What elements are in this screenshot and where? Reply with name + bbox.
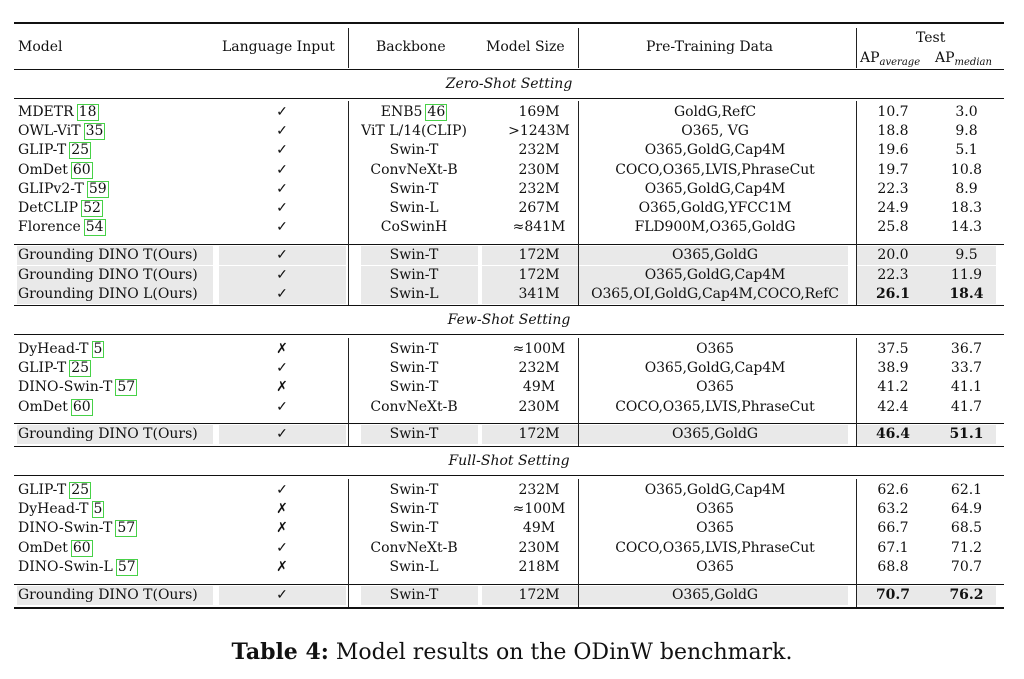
model-size: ≈841M — [512, 219, 566, 236]
model-size: 341M — [518, 286, 560, 302]
citation-ref[interactable]: 60 — [72, 539, 91, 556]
ap-median: 14.3 — [950, 219, 983, 236]
model-name — [18, 180, 109, 199]
backbone — [349, 359, 479, 378]
ap-median: 8.9 — [955, 180, 978, 197]
ap-median: 71.2 — [950, 539, 983, 556]
table-caption — [0, 637, 1024, 668]
ap-median: 76.2 — [949, 587, 984, 603]
header-test: Test — [916, 30, 946, 46]
column-divider — [348, 479, 349, 607]
column-divider — [578, 28, 579, 68]
pretraining-data: COCO,O365,LVIS,PhraseCut — [615, 539, 815, 556]
pretraining-data: FLD900M,O365,GoldG — [634, 219, 796, 236]
ap-average: 70.7 — [875, 587, 911, 603]
model-name — [18, 500, 104, 519]
ap-median: 51.1 — [949, 426, 984, 442]
pretraining-data: O365,GoldG — [672, 587, 758, 603]
model-size: >1243M — [508, 123, 570, 140]
cross-icon: ✗ — [276, 558, 288, 575]
citation-ref[interactable]: 46 — [427, 104, 446, 120]
backbone-text: Swin-T — [389, 180, 439, 197]
backbone — [349, 246, 479, 265]
ap-average: 26.1 — [875, 286, 911, 302]
check-icon: ✓ — [276, 360, 288, 377]
pretraining-data: O365,GoldG,Cap4M — [644, 180, 786, 197]
model-name — [18, 378, 137, 397]
citation-ref[interactable]: 57 — [117, 558, 136, 575]
backbone-text: Swin-T — [389, 379, 439, 396]
ap-average: 20.0 — [877, 247, 909, 263]
backbone-text: Swin-T — [389, 482, 439, 498]
model-name — [18, 519, 137, 538]
header-model-size: Model Size — [486, 39, 565, 55]
model-name-text: DINO-Swin-T — [18, 520, 113, 537]
backbone-text: ENB5 — [380, 104, 423, 120]
section-title: Full-Shot Setting — [448, 453, 570, 469]
model-size: 172M — [518, 587, 560, 603]
pretraining-data: O365,GoldG,Cap4M — [644, 482, 786, 498]
cross-icon: ✗ — [276, 379, 288, 396]
ap-median: 10.8 — [950, 161, 983, 178]
model-name-text: DINO-Swin-L — [18, 558, 113, 575]
backbone — [349, 558, 479, 577]
model-name — [18, 398, 93, 417]
section-rule — [14, 475, 1004, 476]
model-name — [18, 425, 198, 444]
ap-median: 68.5 — [950, 520, 983, 537]
backbone-text: Swin-T — [389, 501, 439, 518]
backbone — [349, 218, 479, 237]
backbone — [349, 539, 479, 558]
model-size: 232M — [518, 180, 560, 197]
ap-median: 18.3 — [950, 200, 983, 216]
citation-ref[interactable]: 59 — [88, 180, 107, 197]
model-size: 267M — [518, 200, 560, 216]
check-icon: ✓ — [276, 286, 288, 302]
citation-ref[interactable]: 57 — [117, 520, 136, 537]
model-size: 169M — [518, 104, 560, 120]
citation-ref[interactable]: 57 — [117, 379, 136, 396]
backbone-text: Swin-T — [389, 247, 439, 263]
ap-average: 46.4 — [875, 426, 911, 442]
model-name — [18, 340, 104, 359]
pretraining-data: O365,GoldG — [672, 247, 758, 263]
model-name-text: GLIP-T — [18, 142, 67, 159]
model-size: 172M — [518, 266, 560, 283]
bottom-rule — [14, 607, 1004, 609]
cross-icon: ✗ — [276, 501, 288, 518]
column-divider — [348, 28, 349, 68]
pretraining-data: O365,GoldG,Cap4M — [644, 266, 786, 283]
ap-median: 36.7 — [950, 341, 983, 357]
ap-average: 25.8 — [877, 219, 909, 236]
section-rule — [14, 305, 1004, 306]
backbone — [349, 141, 479, 160]
citation-ref[interactable]: 52 — [83, 200, 101, 216]
top-rule — [14, 22, 1004, 24]
model-name — [18, 246, 198, 265]
model-name-text: GLIP-T — [18, 360, 67, 377]
column-divider — [856, 101, 857, 306]
model-name — [18, 586, 198, 605]
model-name-text: DetCLIP — [18, 200, 79, 216]
citation-ref[interactable]: 25 — [71, 360, 90, 377]
check-icon: ✓ — [276, 426, 288, 442]
backbone — [349, 180, 479, 199]
ap-median: 3.0 — [955, 104, 978, 120]
ap-average: 19.6 — [877, 142, 909, 159]
ap-median: 5.1 — [955, 142, 978, 159]
check-icon: ✓ — [276, 266, 288, 283]
ap-average: 24.9 — [877, 200, 909, 216]
backbone-text: ConvNeXt-B — [370, 398, 458, 415]
cross-icon: ✗ — [276, 341, 288, 357]
pretraining-data: O365 — [696, 558, 734, 575]
backbone-text: Swin-L — [389, 200, 439, 216]
column-divider — [856, 338, 857, 446]
backbone-text: ViT L/14(CLIP) — [361, 123, 467, 140]
ap-average: 41.2 — [877, 379, 909, 396]
model-name-text: Florence — [18, 219, 81, 236]
citation-ref[interactable]: 25 — [71, 482, 90, 498]
model-name-text: DyHead-T — [18, 501, 89, 518]
check-icon: ✓ — [276, 142, 288, 159]
model-size: 232M — [518, 142, 560, 159]
backbone — [349, 425, 479, 444]
header-backbone: Backbone — [376, 39, 446, 55]
check-icon: ✓ — [276, 180, 288, 197]
ap-median: 18.4 — [949, 286, 984, 302]
ap-median: 41.1 — [950, 379, 983, 396]
column-divider — [578, 479, 579, 607]
ap-average: 10.7 — [877, 104, 909, 120]
ap-median: 64.9 — [950, 501, 983, 518]
check-icon: ✓ — [276, 398, 288, 415]
backbone-text: ConvNeXt-B — [370, 161, 458, 178]
pretraining-data: O365 — [696, 341, 734, 357]
ap-average: 68.8 — [877, 558, 909, 575]
model-name — [18, 359, 91, 378]
model-size: 49M — [522, 379, 556, 396]
model-name — [18, 122, 105, 141]
section-rule — [14, 334, 1004, 335]
header-pretraining-data: Pre-Training Data — [646, 39, 773, 55]
model-size: 218M — [518, 558, 560, 575]
column-divider — [578, 338, 579, 446]
section-rule — [14, 69, 1004, 70]
header-language-input: Language Input — [222, 39, 335, 55]
section-title: Few-Shot Setting — [447, 312, 571, 328]
model-name-text: OmDet — [18, 161, 68, 178]
check-icon: ✓ — [276, 219, 288, 236]
ap-average: 67.1 — [877, 539, 909, 556]
column-divider — [578, 101, 579, 306]
citation-ref[interactable]: 25 — [71, 142, 90, 159]
backbone — [349, 161, 479, 180]
model-name-text: OmDet — [18, 539, 68, 556]
backbone-text: Swin-L — [389, 558, 439, 575]
section-title: Zero-Shot Setting — [445, 76, 573, 92]
model-name-text: Grounding DINO L(Ours) — [18, 286, 198, 302]
ap-average: 63.2 — [877, 501, 909, 518]
model-size: 230M — [518, 161, 560, 178]
model-name — [18, 103, 99, 122]
model-name-text: Grounding DINO T(Ours) — [18, 587, 198, 603]
caption-text: Model results on the ODinW benchmark. — [328, 640, 793, 665]
pretraining-data: GoldG,RefC — [674, 104, 756, 120]
backbone — [349, 398, 479, 417]
backbone — [349, 378, 479, 397]
pretraining-data: O365, VG — [681, 123, 749, 140]
citation-ref[interactable]: 5 — [93, 501, 103, 518]
header-ap-median: $AP_{median}$ — [935, 50, 992, 68]
pretraining-data: COCO,O365,LVIS,PhraseCut — [615, 398, 815, 415]
header-ap-average: $AP_{average}$ — [860, 50, 921, 68]
check-icon: ✓ — [276, 200, 288, 216]
model-name — [18, 199, 103, 218]
backbone — [349, 285, 479, 304]
column-divider — [856, 28, 857, 68]
model-name — [18, 285, 198, 304]
section-rule — [14, 446, 1004, 447]
backbone — [349, 519, 479, 538]
check-icon: ✓ — [276, 123, 288, 140]
model-name-text: GLIPv2-T — [18, 180, 84, 197]
ap-median: 9.8 — [955, 123, 978, 140]
pretraining-data: COCO,O365,LVIS,PhraseCut — [615, 161, 815, 178]
model-name — [18, 481, 91, 500]
ap-average: 66.7 — [877, 520, 909, 537]
ap-average: 38.9 — [877, 360, 909, 377]
pretraining-data: O365,GoldG,YFCC1M — [638, 200, 792, 216]
model-size: 232M — [518, 360, 560, 377]
pretraining-data: O365 — [696, 501, 734, 518]
pretraining-data: O365,GoldG — [672, 426, 758, 442]
backbone — [349, 586, 479, 605]
model-size: 230M — [518, 539, 560, 556]
ap-average: 18.8 — [877, 123, 909, 140]
ap-median: 41.7 — [950, 398, 983, 415]
model-name — [18, 218, 106, 237]
backbone-text: Swin-L — [389, 286, 439, 302]
model-size: 232M — [518, 482, 560, 498]
backbone — [349, 122, 479, 141]
check-icon: ✓ — [276, 247, 288, 263]
model-name — [18, 141, 91, 160]
backbone — [349, 266, 479, 285]
column-divider — [348, 101, 349, 306]
header-model: Model — [18, 39, 63, 55]
ap-median: 33.7 — [950, 360, 983, 377]
model-name-text: Grounding DINO T(Ours) — [18, 266, 198, 283]
backbone — [349, 500, 479, 519]
model-name — [18, 266, 198, 285]
pretraining-data: O365,GoldG,Cap4M — [644, 360, 786, 377]
backbone — [349, 103, 479, 122]
model-name — [18, 558, 138, 577]
model-name-text: DINO-Swin-T — [18, 379, 113, 396]
model-name-text: OWL-ViT — [18, 123, 81, 140]
ap-average: 42.4 — [877, 398, 909, 415]
model-size: 172M — [518, 426, 560, 442]
model-name-text: MDETR — [18, 104, 74, 120]
pretraining-data: O365,GoldG,Cap4M — [644, 142, 786, 159]
ap-average: 22.3 — [877, 180, 909, 197]
backbone-text: Swin-T — [389, 360, 439, 377]
ap-median: 9.5 — [955, 247, 978, 263]
model-name-text: Grounding DINO T(Ours) — [18, 247, 198, 263]
model-size: 49M — [522, 520, 556, 537]
backbone — [349, 340, 479, 359]
backbone — [349, 481, 479, 500]
ap-average: 22.3 — [877, 266, 909, 283]
backbone-text: Swin-T — [389, 426, 439, 442]
pretraining-data: O365,OI,GoldG,Cap4M,COCO,RefC — [591, 286, 839, 302]
backbone-text: Swin-T — [389, 520, 439, 537]
section-rule — [14, 98, 1004, 99]
pretraining-data: O365 — [696, 520, 734, 537]
pretraining-data: O365 — [696, 379, 734, 396]
model-size: ≈100M — [512, 341, 566, 357]
model-name-text: Grounding DINO T(Ours) — [18, 426, 198, 442]
cross-icon: ✗ — [276, 520, 288, 537]
citation-ref[interactable]: 5 — [93, 341, 103, 357]
model-size: ≈100M — [512, 501, 566, 518]
ap-median: 62.1 — [950, 482, 983, 498]
check-icon: ✓ — [276, 161, 288, 178]
citation-ref[interactable]: 35 — [85, 123, 104, 140]
ap-median: 70.7 — [950, 558, 983, 575]
backbone-text: Swin-T — [389, 587, 439, 603]
backbone-text: Swin-T — [389, 266, 439, 283]
model-name — [18, 161, 93, 180]
model-name-text: OmDet — [18, 398, 68, 415]
check-icon: ✓ — [276, 539, 288, 556]
backbone-text: Swin-T — [389, 142, 439, 159]
check-icon: ✓ — [276, 482, 288, 498]
model-name-text: DyHead-T — [18, 341, 89, 357]
model-name — [18, 539, 93, 558]
citation-ref[interactable]: 54 — [85, 219, 104, 236]
citation-ref[interactable]: 18 — [78, 104, 97, 120]
column-divider — [348, 338, 349, 446]
check-icon: ✓ — [276, 104, 288, 120]
ap-median: 11.9 — [950, 266, 983, 283]
column-divider — [856, 479, 857, 607]
model-size: 230M — [518, 398, 560, 415]
model-name-text: GLIP-T — [18, 482, 67, 498]
backbone-text: Swin-T — [389, 341, 439, 357]
citation-ref[interactable]: 60 — [72, 398, 91, 415]
ap-average: 62.6 — [877, 482, 909, 498]
check-icon: ✓ — [276, 587, 288, 603]
citation-ref[interactable]: 60 — [72, 161, 91, 178]
model-size: 172M — [518, 247, 560, 263]
ap-average: 37.5 — [877, 341, 909, 357]
backbone-text: ConvNeXt-B — [370, 539, 458, 556]
backbone — [349, 199, 479, 218]
ap-average: 19.7 — [877, 161, 909, 178]
backbone-text: CoSwinH — [380, 219, 448, 236]
caption-label: Table 4: — [231, 639, 329, 665]
